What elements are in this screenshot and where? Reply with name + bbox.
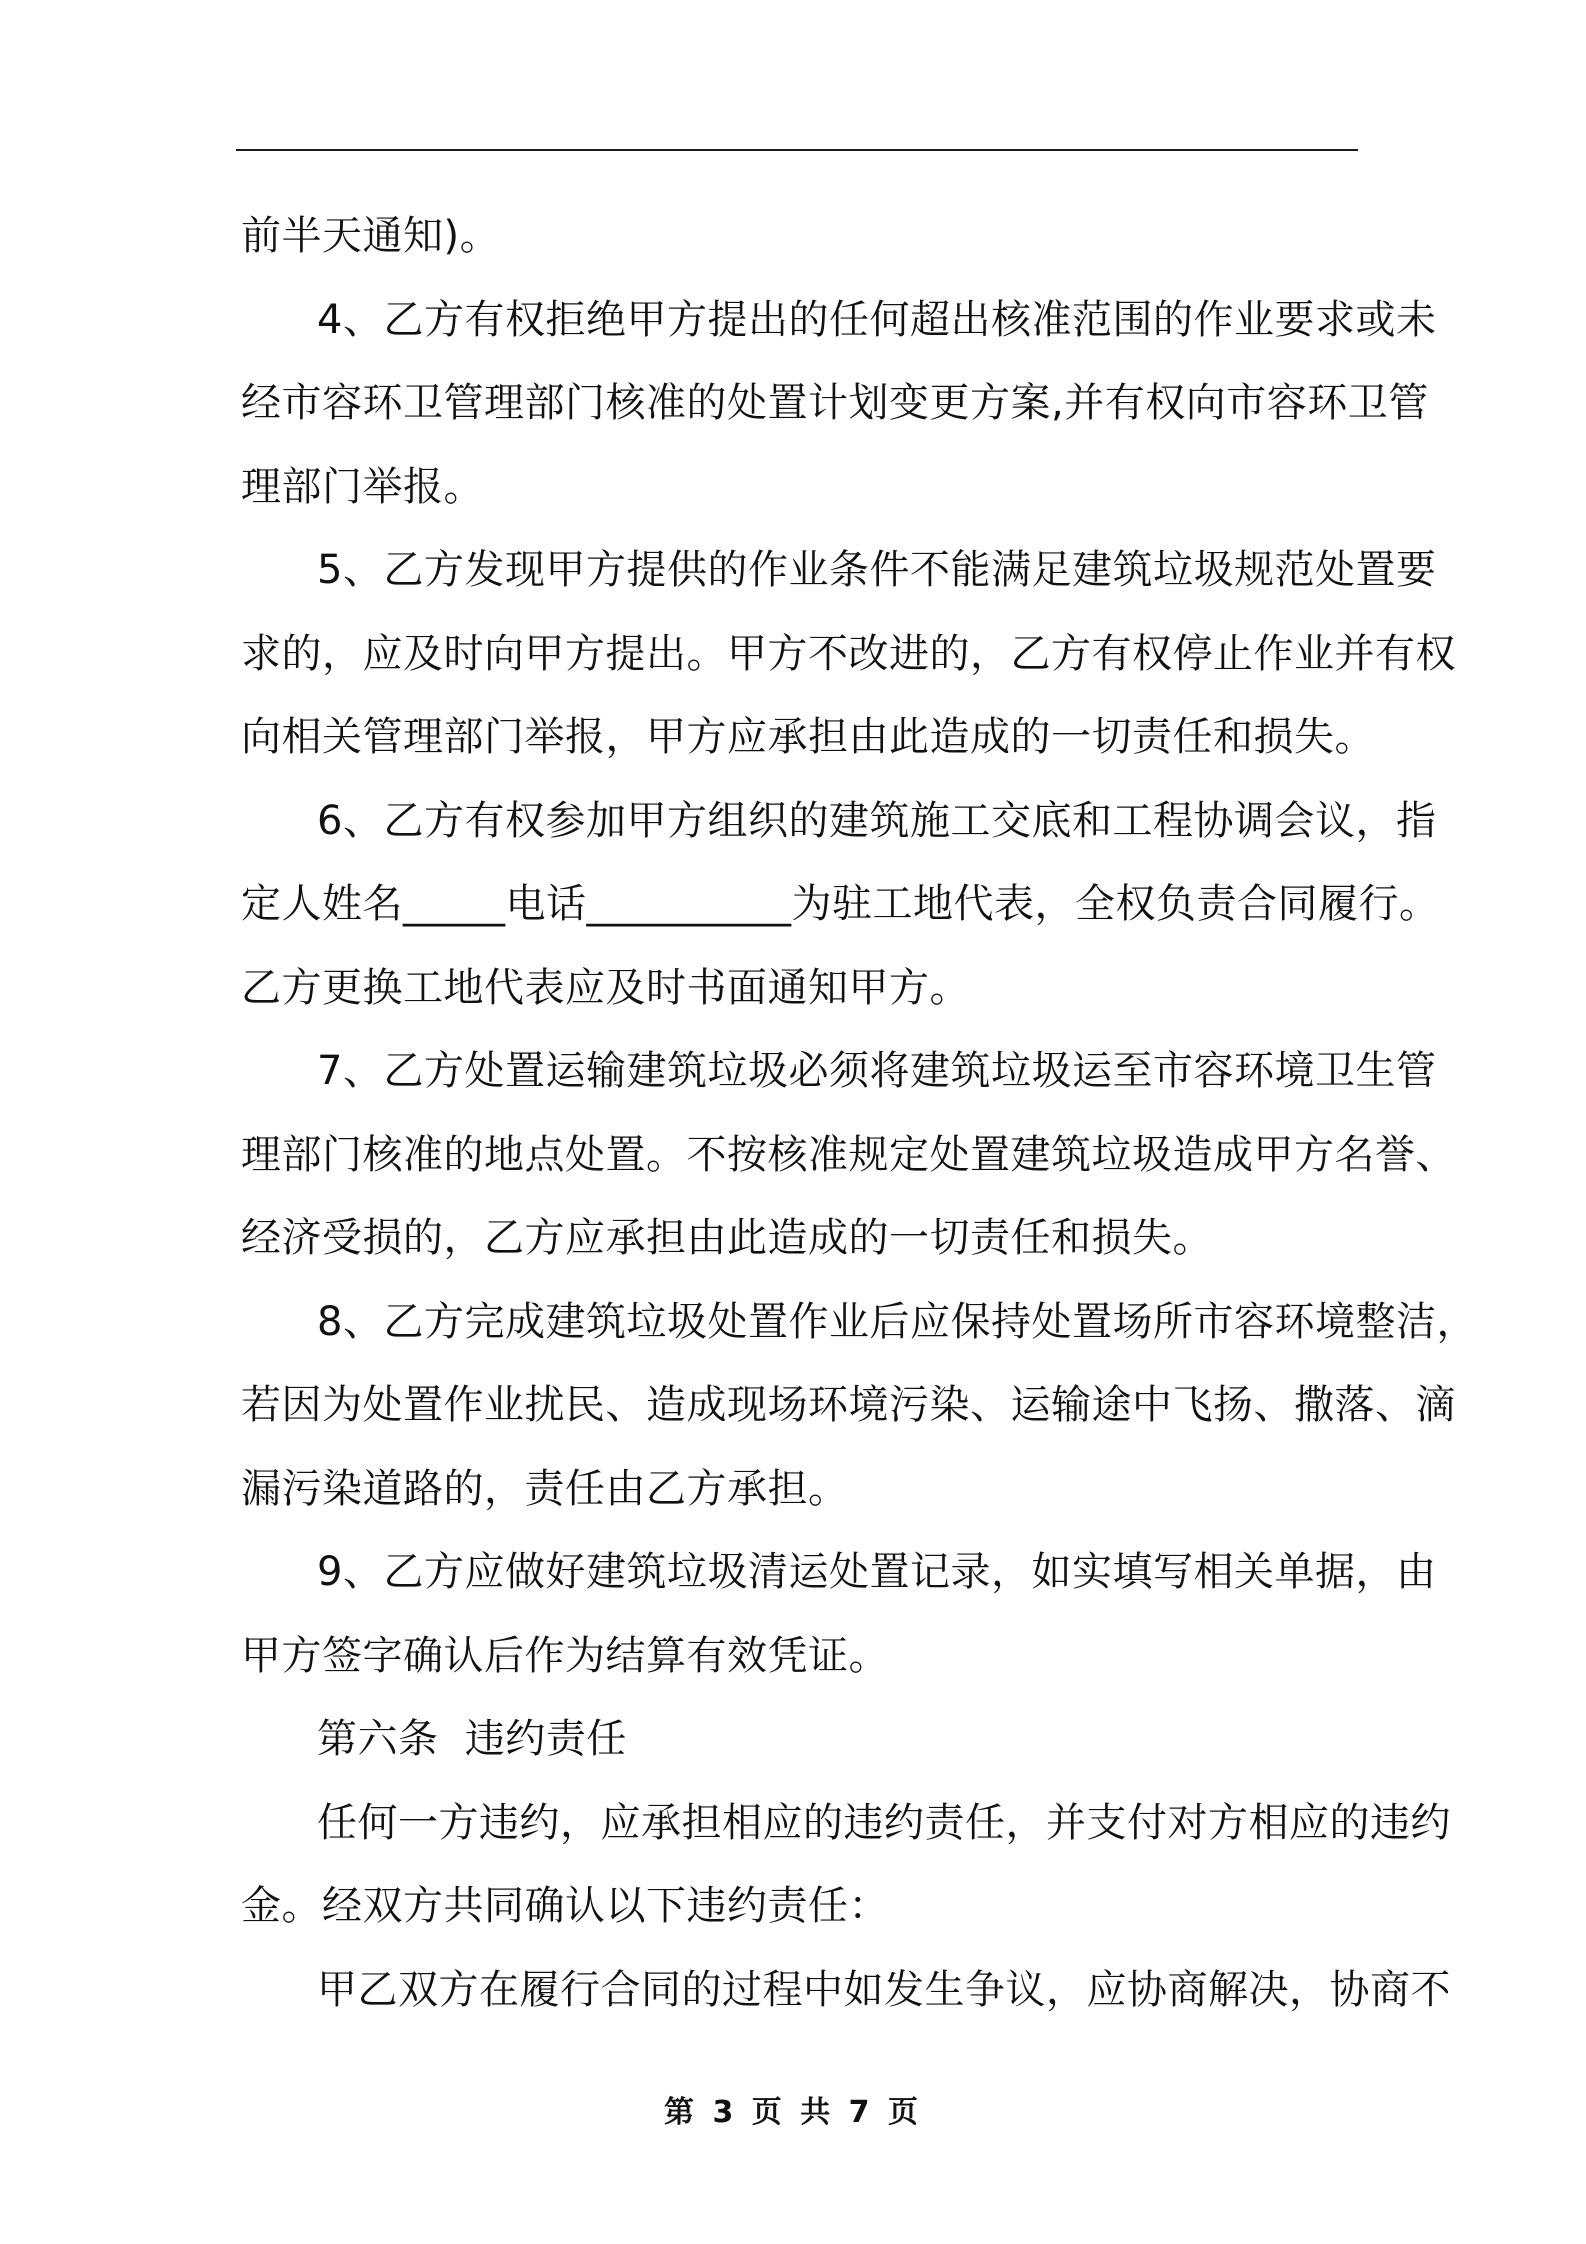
text-line: 向相关管理部门举报，甲方应承担由此造成的一切责任和损失。: [241, 714, 1375, 760]
text-line: 5、乙方发现甲方提供的作业条件不能满足建筑垃圾规范处置要: [317, 547, 1437, 593]
document-body: [241, 195, 1477, 2032]
page-number-footer: 第 3 页 共 7 页: [664, 2095, 922, 2130]
text-line: 任何一方违约，应承担相应的违约责任，并支付对方相应的违约: [317, 1799, 1451, 1846]
text-line: 理部门核准的地点处置。不按核准规定处置建筑垃圾造成甲方名誉、: [241, 1131, 1456, 1178]
text-line: 乙方更换工地代表应及时书面通知甲方。: [241, 964, 970, 1011]
text-line: 8、乙方完成建筑垃圾处置作业后应保持处置场所市容环境整洁，: [317, 1298, 1477, 1345]
text-line: 经济受损的，乙方应承担由此造成的一切责任和损失。: [241, 1215, 1213, 1261]
text-line: 经市容环卫管理部门核准的处置计划变更方案,并有权向市容环卫管: [241, 380, 1429, 426]
text-line: 7、乙方处置运输建筑垃圾必须将建筑垃圾运至市容环境卫生管: [317, 1048, 1437, 1094]
text-line: 若因为处置作业扰民、造成现场环境污染、运输途中飞扬、撒落、滴: [241, 1382, 1456, 1428]
text-line: 甲乙双方在履行合同的过程中如发生争议，应协商解决，协商不: [317, 1966, 1451, 2013]
text-line: 甲方签字确认后作为结算有效凭证。: [241, 1632, 889, 1679]
text-line: 理部门举报。: [241, 463, 484, 510]
text-line: 金。经双方共同确认以下违约责任：: [241, 1883, 889, 1929]
section-heading: 第六条 违约责任: [317, 1716, 627, 1762]
text-line: 前半天通知)。: [241, 213, 501, 259]
text-line: 9、乙方应做好建筑垃圾清运处置记录，如实填写相关单据，由: [317, 1549, 1437, 1595]
header-rule: [236, 149, 1358, 151]
text-line: 6、乙方有权参加甲方组织的建筑施工交底和工程协调会议，指: [317, 797, 1437, 844]
text-line: 漏污染道路的，责任由乙方承担。: [241, 1465, 849, 1512]
text-line: 4、乙方有权拒绝甲方提出的任何超出核准范围的作业要求或未: [317, 296, 1437, 343]
text-line: 定人姓名_____电话__________为驻工地代表，全权负责合同履行。: [241, 881, 1440, 927]
text-line: 求的，应及时向甲方提出。甲方不改进的，乙方有权停止作业并有权: [241, 630, 1456, 677]
